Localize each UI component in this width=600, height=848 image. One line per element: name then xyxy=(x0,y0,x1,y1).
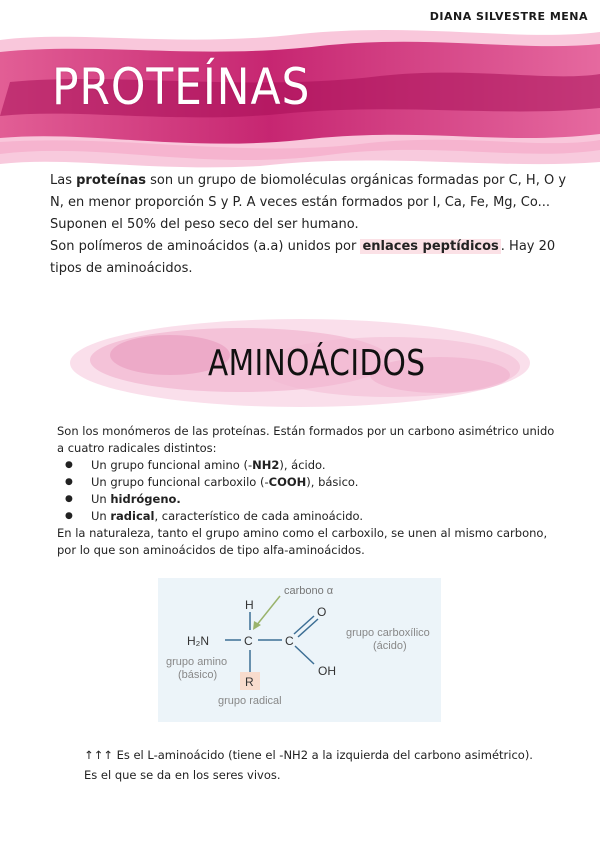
note-line-1: ↑↑↑ Es el L-aminoácido (tiene el -NH2 a la izquierda del carbono asimétrico). xyxy=(84,748,533,762)
intro-paragraph-1 xyxy=(50,170,570,214)
list-item xyxy=(57,474,557,491)
bullet-text: ), ácido. xyxy=(279,458,326,472)
atom-h: H xyxy=(245,598,254,612)
atom-radical: R xyxy=(245,675,254,689)
intro-p1-bold: proteínas xyxy=(76,173,147,188)
bullet-bold: COOH xyxy=(268,475,307,489)
alpha-carbon-label: carbono α xyxy=(284,585,334,597)
intro-p3-highlight: enlaces peptídicos xyxy=(362,239,499,254)
section-title: AMINOÁCIDOS xyxy=(208,343,426,384)
intro-p1-post: son un grupo de biomoléculas orgánicas formadas por C, H, O y N, en menor proporción S y P. A veces están formados por I, Ca, Fe, Mg, Co... xyxy=(50,173,567,210)
bullet-text: , característico de cada aminoácido. xyxy=(154,509,364,523)
bullet-bold: hidrógeno. xyxy=(110,492,181,506)
atom-alpha-carbon: C xyxy=(244,634,253,648)
author-name: DIANA SILVESTRE MENA xyxy=(429,10,588,23)
bullet-text: Un grupo funcional carboxilo (- xyxy=(91,475,269,489)
intro-p3-pre: Son polímeros de aminoácidos (a.a) unidos por xyxy=(50,239,361,254)
carboxyl-group-label: grupo carboxílico xyxy=(346,627,430,639)
amino-acid-structure-diagram xyxy=(158,578,441,722)
atom-nh2: H₂N xyxy=(187,634,209,648)
intro-paragraph-2: Suponen el 50% del peso seco del ser humano. xyxy=(50,217,359,232)
atom-oxygen: O xyxy=(317,605,327,619)
intro-text xyxy=(50,170,570,280)
list-item xyxy=(57,457,557,474)
bullet-bold: NH2 xyxy=(252,458,280,472)
intro-p1-pre: Las xyxy=(50,173,77,188)
section-closing: En la naturaleza, tanto el grupo amino como el carboxilo, se unen al mismo carbono, por lo que son aminoácidos de tipo alfa-aminoácidos. xyxy=(57,526,548,557)
atom-oh: OH xyxy=(318,664,336,678)
section-intro: Son los monómeros de las proteínas. Están formados por un carbono asimétrico unido a cuatro radicales distintos: xyxy=(57,424,555,455)
carboxyl-group-sublabel: (ácido) xyxy=(373,640,407,652)
radical-group-label: grupo radical xyxy=(218,695,282,707)
intro-paragraph-3 xyxy=(50,236,570,280)
list-item xyxy=(57,508,557,525)
l-aminoacid-note xyxy=(84,745,554,785)
radicals-list xyxy=(57,457,557,525)
page-title: PROTEÍNAS xyxy=(52,58,311,116)
bullet-text: Un xyxy=(91,509,111,523)
bullet-text: Un grupo funcional amino (- xyxy=(91,458,253,472)
list-item xyxy=(57,491,557,508)
bullet-bold: radical xyxy=(110,509,155,523)
bullet-text: ), básico. xyxy=(306,475,359,489)
bullet-text: Un xyxy=(91,492,111,506)
intro-p3-post: . Hay 20 tipos de aminoácidos. xyxy=(50,239,556,276)
bond-c-oh xyxy=(295,646,314,664)
aminoacids-section xyxy=(57,423,557,559)
atom-carbon: C xyxy=(285,634,294,648)
amino-group-sublabel: (básico) xyxy=(178,669,218,681)
alpha-carbon-arrow xyxy=(256,596,280,626)
amino-group-label: grupo amino xyxy=(166,656,228,668)
note-line-2: Es el que se da en los seres vivos. xyxy=(84,768,281,782)
